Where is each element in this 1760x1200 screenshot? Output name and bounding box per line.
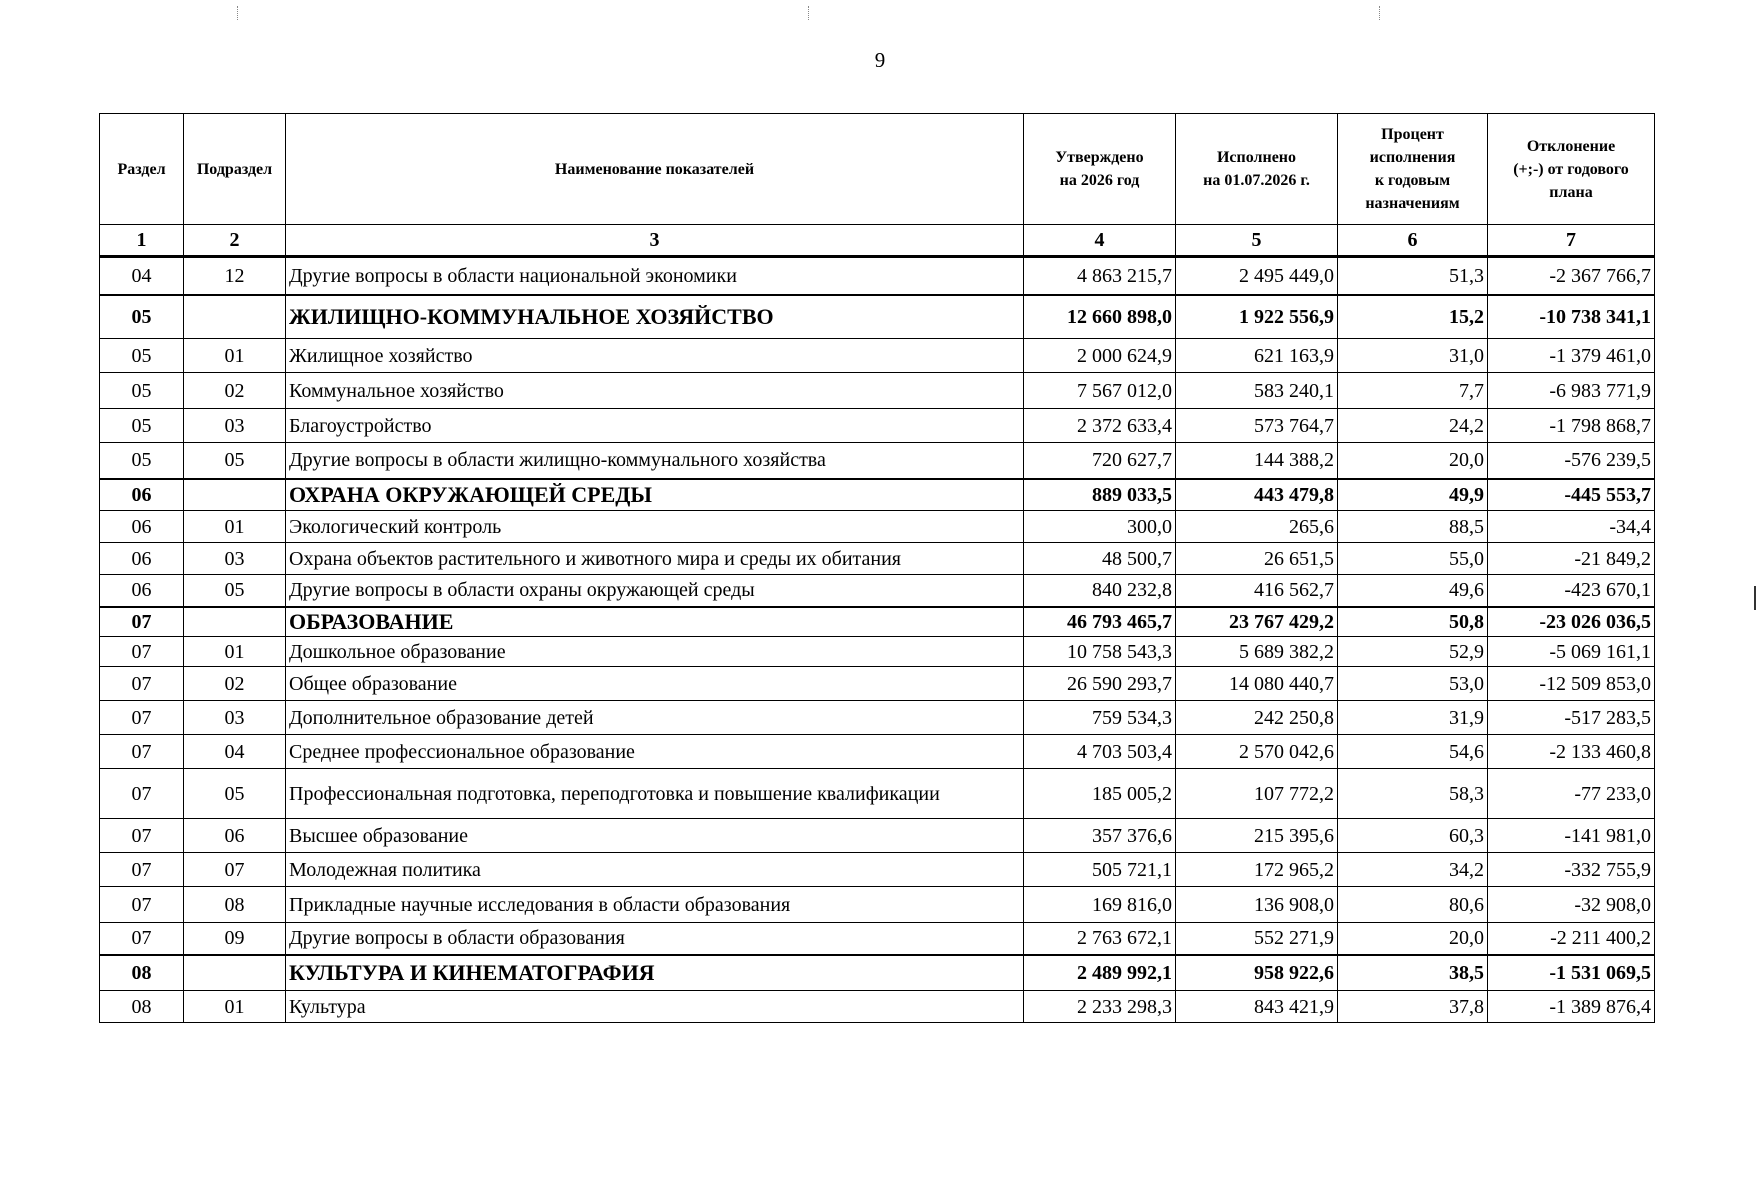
percent-cell: 31,9	[1338, 701, 1488, 735]
scan-mark	[1379, 6, 1381, 20]
percent-cell: 54,6	[1338, 735, 1488, 769]
deviation-cell: -1 379 461,0	[1488, 339, 1655, 373]
column-number: 3	[286, 225, 1024, 257]
deviation-cell: -34,4	[1488, 511, 1655, 543]
executed-cell: 242 250,8	[1176, 701, 1338, 735]
table-body	[100, 257, 1655, 1023]
approved-cell: 759 534,3	[1024, 701, 1176, 735]
podrazdel-cell: 03	[184, 701, 286, 735]
header-percent-line1: Процент	[1381, 126, 1444, 143]
percent-cell: 55,0	[1338, 543, 1488, 575]
header-deviation-line3: плана	[1549, 183, 1593, 201]
name-cell: Общее образование	[286, 667, 1024, 701]
percent-cell: 15,2	[1338, 295, 1488, 339]
razdel-cell: 08	[100, 955, 184, 991]
podrazdel-cell: 12	[184, 257, 286, 295]
header-executed	[1176, 114, 1338, 225]
deviation-cell: -445 553,7	[1488, 479, 1655, 511]
table-row	[100, 853, 1655, 887]
razdel-cell: 07	[100, 853, 184, 887]
podrazdel-cell: 09	[184, 923, 286, 955]
executed-cell: 144 388,2	[1176, 443, 1338, 479]
deviation-cell: -2 133 460,8	[1488, 735, 1655, 769]
podrazdel-cell	[184, 295, 286, 339]
deviation-cell: -332 755,9	[1488, 853, 1655, 887]
deviation-cell: -6 983 771,9	[1488, 373, 1655, 409]
percent-cell: 34,2	[1338, 853, 1488, 887]
razdel-cell: 04	[100, 257, 184, 295]
deviation-cell: -23 026 036,5	[1488, 607, 1655, 637]
name-cell: Молодежная политика	[286, 853, 1024, 887]
razdel-cell: 07	[100, 769, 184, 819]
executed-cell: 2 570 042,6	[1176, 735, 1338, 769]
table-row	[100, 257, 1655, 295]
page-number: 9	[874, 48, 886, 72]
name-cell: Экологический контроль	[286, 511, 1024, 543]
approved-cell: 300,0	[1024, 511, 1176, 543]
deviation-cell: -423 670,1	[1488, 575, 1655, 607]
name-cell: Дополнительное образование детей	[286, 701, 1024, 735]
razdel-cell: 05	[100, 373, 184, 409]
podrazdel-cell: 03	[184, 543, 286, 575]
name-cell: ОХРАНА ОКРУЖАЮЩЕЙ СРЕДЫ	[286, 479, 1024, 511]
podrazdel-cell: 03	[184, 409, 286, 443]
column-number: 2	[184, 225, 286, 257]
executed-cell: 107 772,2	[1176, 769, 1338, 819]
header-row	[100, 114, 1655, 225]
column-number-row	[100, 225, 1655, 257]
deviation-cell: -32 908,0	[1488, 887, 1655, 923]
table-row	[100, 769, 1655, 819]
approved-cell: 357 376,6	[1024, 819, 1176, 853]
header-percent	[1338, 114, 1488, 225]
executed-cell: 14 080 440,7	[1176, 667, 1338, 701]
deviation-cell: -141 981,0	[1488, 819, 1655, 853]
name-cell: Культура	[286, 991, 1024, 1023]
section-row	[100, 479, 1655, 511]
table-row	[100, 887, 1655, 923]
podrazdel-cell: 01	[184, 511, 286, 543]
razdel-cell: 07	[100, 887, 184, 923]
name-cell: Охрана объектов растительного и животного мира и среды их обитания	[286, 543, 1024, 575]
deviation-cell: -1 798 868,7	[1488, 409, 1655, 443]
approved-cell: 2 000 624,9	[1024, 339, 1176, 373]
deviation-cell: -2 367 766,7	[1488, 257, 1655, 295]
deviation-cell: -5 069 161,1	[1488, 637, 1655, 667]
name-cell: Профессиональная подготовка, переподготовка и повышение квалификации	[286, 769, 1024, 819]
percent-cell: 80,6	[1338, 887, 1488, 923]
razdel-cell: 06	[100, 575, 184, 607]
approved-cell: 26 590 293,7	[1024, 667, 1176, 701]
razdel-cell: 08	[100, 991, 184, 1023]
header-podrazdel: Подраздел	[184, 114, 286, 225]
section-row	[100, 955, 1655, 991]
approved-cell: 7 567 012,0	[1024, 373, 1176, 409]
podrazdel-cell: 01	[184, 637, 286, 667]
approved-cell: 4 863 215,7	[1024, 257, 1176, 295]
razdel-cell: 06	[100, 479, 184, 511]
percent-cell: 31,0	[1338, 339, 1488, 373]
executed-cell: 5 689 382,2	[1176, 637, 1338, 667]
razdel-cell: 05	[100, 443, 184, 479]
header-razdel: Раздел	[100, 114, 184, 225]
name-cell: Коммунальное хозяйство	[286, 373, 1024, 409]
executed-cell: 215 395,6	[1176, 819, 1338, 853]
approved-cell: 185 005,2	[1024, 769, 1176, 819]
approved-cell: 2 489 992,1	[1024, 955, 1176, 991]
approved-cell: 2 372 633,4	[1024, 409, 1176, 443]
name-cell: Другие вопросы в области охраны окружающей среды	[286, 575, 1024, 607]
podrazdel-cell	[184, 607, 286, 637]
name-cell: Другие вопросы в области жилищно-коммунального хозяйства	[286, 443, 1024, 479]
column-number: 5	[1176, 225, 1338, 257]
percent-cell: 52,9	[1338, 637, 1488, 667]
section-row	[100, 607, 1655, 637]
column-number: 4	[1024, 225, 1176, 257]
table-row	[100, 443, 1655, 479]
percent-cell: 49,6	[1338, 575, 1488, 607]
table-row	[100, 701, 1655, 735]
deviation-cell: -77 233,0	[1488, 769, 1655, 819]
razdel-cell: 07	[100, 607, 184, 637]
percent-cell: 51,3	[1338, 257, 1488, 295]
table-row	[100, 637, 1655, 667]
executed-cell: 958 922,6	[1176, 955, 1338, 991]
approved-cell: 720 627,7	[1024, 443, 1176, 479]
percent-cell: 58,3	[1338, 769, 1488, 819]
podrazdel-cell: 02	[184, 667, 286, 701]
razdel-cell: 06	[100, 511, 184, 543]
name-cell: Дошкольное образование	[286, 637, 1024, 667]
percent-cell: 53,0	[1338, 667, 1488, 701]
header-deviation-line2: (+;-) от годового	[1513, 160, 1629, 178]
percent-cell: 20,0	[1338, 443, 1488, 479]
executed-cell: 172 965,2	[1176, 853, 1338, 887]
table-row	[100, 667, 1655, 701]
deviation-cell: -517 283,5	[1488, 701, 1655, 735]
scan-mark	[237, 6, 239, 20]
header-approved	[1024, 114, 1176, 225]
table-row	[100, 991, 1655, 1023]
executed-cell: 552 271,9	[1176, 923, 1338, 955]
podrazdel-cell: 02	[184, 373, 286, 409]
column-number: 6	[1338, 225, 1488, 257]
name-cell: Жилищное хозяйство	[286, 339, 1024, 373]
header-executed-line1: Исполнено	[1216, 149, 1297, 166]
razdel-cell: 07	[100, 701, 184, 735]
razdel-cell: 05	[100, 295, 184, 339]
razdel-cell: 05	[100, 339, 184, 373]
executed-cell: 2 495 449,0	[1176, 257, 1338, 295]
razdel-cell: 06	[100, 543, 184, 575]
approved-cell: 840 232,8	[1024, 575, 1176, 607]
table-row	[100, 373, 1655, 409]
podrazdel-cell: 01	[184, 339, 286, 373]
deviation-cell: -21 849,2	[1488, 543, 1655, 575]
approved-cell: 169 816,0	[1024, 887, 1176, 923]
budget-table	[99, 113, 1655, 1023]
podrazdel-cell: 08	[184, 887, 286, 923]
approved-cell: 10 758 543,3	[1024, 637, 1176, 667]
percent-cell: 7,7	[1338, 373, 1488, 409]
approved-cell: 4 703 503,4	[1024, 735, 1176, 769]
percent-cell: 38,5	[1338, 955, 1488, 991]
deviation-cell: -576 239,5	[1488, 443, 1655, 479]
approved-cell: 505 721,1	[1024, 853, 1176, 887]
table-row	[100, 511, 1655, 543]
name-cell: Высшее образование	[286, 819, 1024, 853]
executed-cell: 23 767 429,2	[1176, 607, 1338, 637]
deviation-cell: -2 211 400,2	[1488, 923, 1655, 955]
header-deviation-line1: Отклонение	[1526, 137, 1616, 155]
executed-cell: 1 922 556,9	[1176, 295, 1338, 339]
deviation-cell: -12 509 853,0	[1488, 667, 1655, 701]
executed-cell: 843 421,9	[1176, 991, 1338, 1023]
approved-cell: 889 033,5	[1024, 479, 1176, 511]
executed-cell: 265,6	[1176, 511, 1338, 543]
table-row	[100, 735, 1655, 769]
column-number: 1	[100, 225, 184, 257]
podrazdel-cell: 01	[184, 991, 286, 1023]
podrazdel-cell: 07	[184, 853, 286, 887]
approved-cell: 12 660 898,0	[1024, 295, 1176, 339]
approved-cell: 2 763 672,1	[1024, 923, 1176, 955]
percent-cell: 24,2	[1338, 409, 1488, 443]
column-number: 7	[1488, 225, 1655, 257]
header-approved-line1: Утверждено	[1055, 149, 1144, 166]
header-approved-line2: на 2026 год	[1059, 172, 1140, 189]
podrazdel-cell: 05	[184, 575, 286, 607]
percent-cell: 49,9	[1338, 479, 1488, 511]
header-percent-line2: исполнения	[1369, 149, 1456, 166]
podrazdel-cell: 04	[184, 735, 286, 769]
table-row	[100, 923, 1655, 955]
section-row	[100, 295, 1655, 339]
razdel-cell: 07	[100, 667, 184, 701]
table-row	[100, 339, 1655, 373]
table-header	[100, 114, 1655, 257]
razdel-cell: 05	[100, 409, 184, 443]
executed-cell: 416 562,7	[1176, 575, 1338, 607]
razdel-cell: 07	[100, 819, 184, 853]
executed-cell: 26 651,5	[1176, 543, 1338, 575]
name-cell: Благоустройство	[286, 409, 1024, 443]
percent-cell: 37,8	[1338, 991, 1488, 1023]
executed-cell: 583 240,1	[1176, 373, 1338, 409]
executed-cell: 621 163,9	[1176, 339, 1338, 373]
name-cell: КУЛЬТУРА И КИНЕМАТОГРАФИЯ	[286, 955, 1024, 991]
table-row	[100, 543, 1655, 575]
name-cell: Прикладные научные исследования в области образования	[286, 887, 1024, 923]
podrazdel-cell	[184, 479, 286, 511]
name-cell: Другие вопросы в области национальной экономики	[286, 257, 1024, 295]
approved-cell: 2 233 298,3	[1024, 991, 1176, 1023]
deviation-cell: -1 531 069,5	[1488, 955, 1655, 991]
razdel-cell: 07	[100, 735, 184, 769]
podrazdel-cell	[184, 955, 286, 991]
scan-edge-mark	[1754, 586, 1756, 610]
approved-cell: 48 500,7	[1024, 543, 1176, 575]
deviation-cell: -1 389 876,4	[1488, 991, 1655, 1023]
header-percent-line4: назначениям	[1365, 195, 1460, 212]
scan-mark	[808, 6, 810, 20]
name-cell: Среднее профессиональное образование	[286, 735, 1024, 769]
table-row	[100, 409, 1655, 443]
podrazdel-cell: 05	[184, 769, 286, 819]
podrazdel-cell: 05	[184, 443, 286, 479]
table-row	[100, 819, 1655, 853]
executed-cell: 573 764,7	[1176, 409, 1338, 443]
executed-cell: 136 908,0	[1176, 887, 1338, 923]
percent-cell: 88,5	[1338, 511, 1488, 543]
approved-cell: 46 793 465,7	[1024, 607, 1176, 637]
razdel-cell: 07	[100, 637, 184, 667]
table-row	[100, 575, 1655, 607]
percent-cell: 20,0	[1338, 923, 1488, 955]
percent-cell: 60,3	[1338, 819, 1488, 853]
razdel-cell: 07	[100, 923, 184, 955]
name-cell: ОБРАЗОВАНИЕ	[286, 607, 1024, 637]
header-deviation	[1488, 114, 1655, 225]
header-executed-line2: на 01.07.2026 г.	[1203, 172, 1310, 189]
deviation-cell: -10 738 341,1	[1488, 295, 1655, 339]
header-percent-line3: к годовым	[1374, 172, 1451, 189]
executed-cell: 443 479,8	[1176, 479, 1338, 511]
podrazdel-cell: 06	[184, 819, 286, 853]
percent-cell: 50,8	[1338, 607, 1488, 637]
name-cell: Другие вопросы в области образования	[286, 923, 1024, 955]
header-name: Наименование показателей	[286, 114, 1024, 225]
name-cell: ЖИЛИЩНО-КОММУНАЛЬНОЕ ХОЗЯЙСТВО	[286, 295, 1024, 339]
